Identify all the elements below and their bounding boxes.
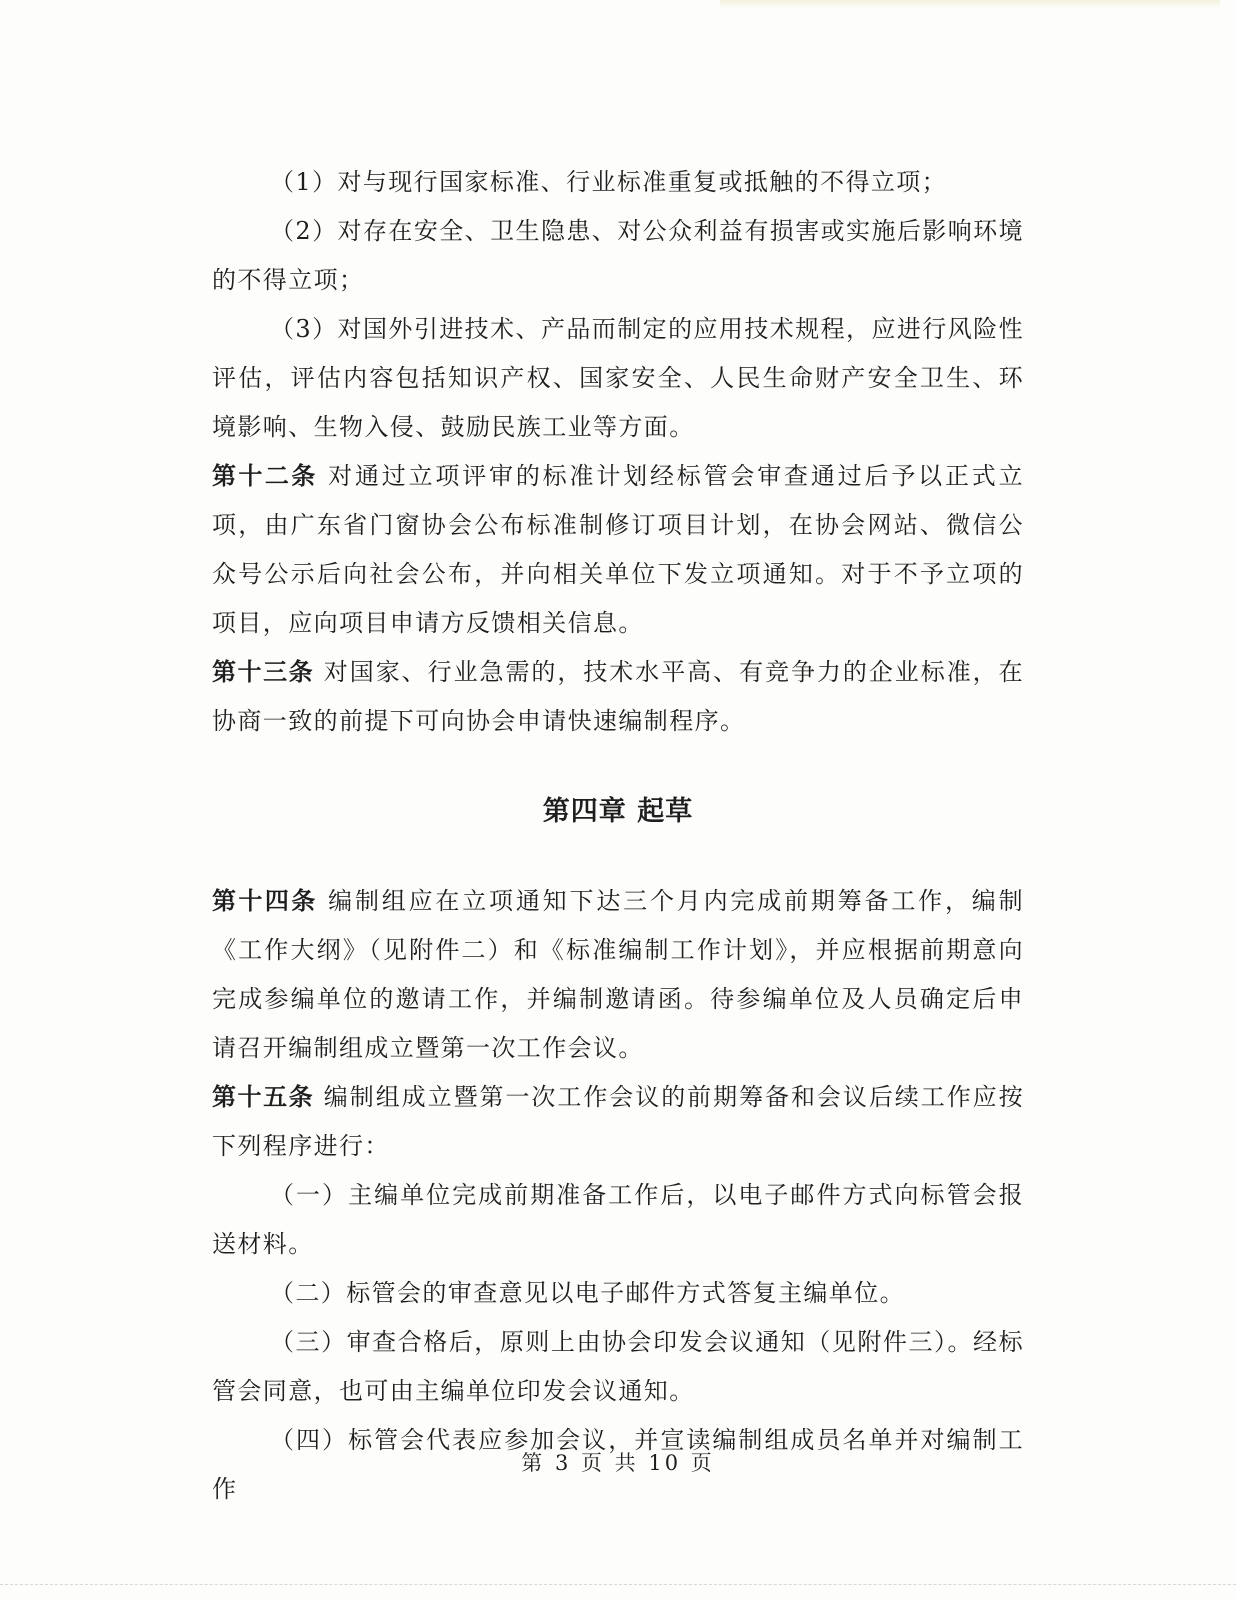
scan-edge-line (0, 1584, 1236, 1589)
document-body (212, 158, 1024, 1514)
article-14 (212, 877, 1024, 1073)
article-text: 对通过立项评审的标准计划经标管会审查通过后予以正式立项，由广东省门窗协会公布标准制修订项目计划，在协会网站、微信公众号公示后向社会公布，并向相关单位下发立项通知。对于不予立项的项目，应向项目申请方反馈相关信息。 (212, 462, 1025, 637)
page-number: 第 3 页 共 10 页 (521, 1451, 715, 1475)
list-item: （1）对与现行国家标准、行业标准重复或抵触的不得立项； (270, 168, 948, 196)
list-item: （三）审查合格后，原则上由协会印发会议通知（见附件三）。经标管会同意，也可由主编单位印发会议通知。 (212, 1328, 1024, 1405)
article-15 (212, 1073, 1024, 1171)
article-heading: 第十四条 (212, 887, 318, 915)
article-heading: 第十五条 (212, 1083, 315, 1111)
list-item: （二）标管会的审查意见以电子邮件方式答复主编单位。 (270, 1279, 905, 1307)
article-13 (212, 648, 1024, 746)
article-text: 编制组成立暨第一次工作会议的前期筹备和会议后续工作应按下列程序进行： (212, 1083, 1025, 1160)
article-12 (212, 452, 1024, 648)
chapter-title: 第四章 起草 (542, 796, 694, 827)
list-item: （一）主编单位完成前期准备工作后，以电子邮件方式向标管会报送材料。 (212, 1181, 1024, 1258)
scan-edge-shadow (720, 0, 1220, 8)
article-text: 编制组应在立项通知下达三个月内完成前期筹备工作，编制《工作大纲》（见附件二）和《标准编制工作计划》，并应根据前期意向完成参编单位的邀请工作，并编制邀请函。待参编单位及人员确定后申请召开编制组成立暨第一次工作会议。 (212, 887, 1025, 1062)
article-heading: 第十三条 (212, 658, 315, 686)
article-text: 对国家、行业急需的，技术水平高、有竞争力的企业标准，在协商一致的前提下可向协会申请快速编制程序。 (212, 658, 1025, 735)
list-item: （2）对存在安全、卫生隐患、对公众利益有损害或实施后影响环境的不得立项； (212, 217, 1024, 294)
list-item: （四）标管会代表应参加会议，并宣读编制组成员名单并对编制工作 (212, 1426, 1024, 1503)
article-heading: 第十二条 (212, 462, 318, 490)
list-item: （3）对国外引进技术、产品而制定的应用技术规程，应进行风险性评估，评估内容包括知识产权、国家安全、人民生命财产安全卫生、环境影响、生物入侵、鼓励民族工业等方面。 (212, 315, 1024, 441)
